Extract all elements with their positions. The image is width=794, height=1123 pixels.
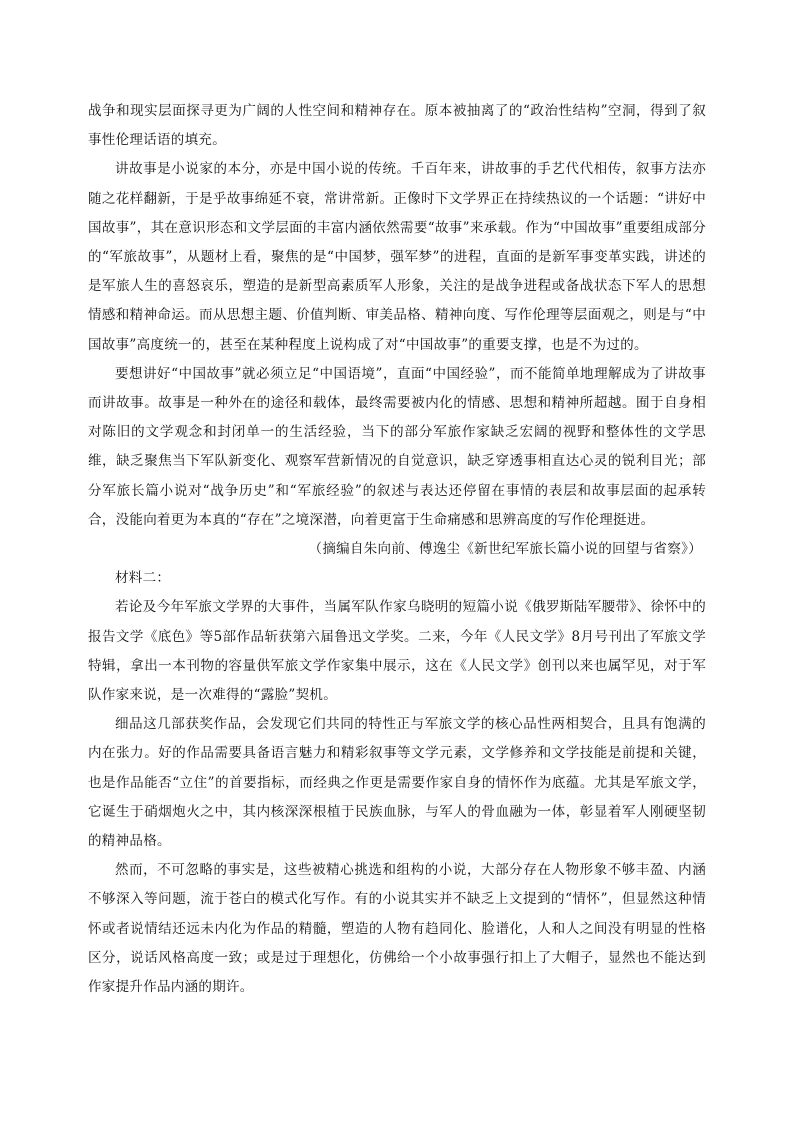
document-body (88, 97, 706, 1002)
citation: （摘编自朱向前、傅逸尘《新世纪军旅长篇小说的回望与省察》） (308, 541, 702, 558)
paragraph-6: 然而，不可忽略的事实是，这些被精心挑选和组构的小说，大部分存在人物形象不够丰盈、内涵不够深入等问题，流于苍白的模式化写作。有的小说其实并不缺乏上文提到的“情怀”，但显然这种情怀或者说情结还远未内化为作品的精髓，塑造的人物有趋同化、脸谱化，人和人之间没有明显的性格区分，说话风格高度一致；或是过于理想化，仿佛给一个小故事强行扣上了大帽子，显然也不能达到作家提升作品内涵的期许。 (88, 862, 706, 996)
paragraph-2: 讲故事是小说家的本分，亦是中国小说的传统。千百年来，讲故事的手艺代代相传，叙事方法亦随之花样翻新，于是乎故事绵延不衰，常讲常新。正像时下文学界正在持续热议的一个话题：“讲好中国故事”，其在意识形态和文学层面的丰富内涵依然需要“故事”来承载。作为“中国故事”重要组成部分的“军旅故事”，从题材上看，聚焦的是“中国梦，强军梦”的进程，直面的是新军事变革实践，讲述的是军旅人生的喜怒哀乐，塑造的是新型高素质军人形象，关注的是战争进程或备战状态下军人的思想情感和精神命运。而从思想主题、价值判断、审美品格、精神向度、写作伦理等层面观之，则是与“中国故事”高度统一的，甚至在某种程度上说构成了对“中国故事”的重要支撑，也是不为过的。 (88, 161, 706, 353)
material-label: 材料二： (115, 570, 171, 587)
paragraph-4: 若论及今年军旅文学界的大事件，当属军队作家乌晓明的短篇小说《俄罗斯陆军腰带》、徐怀中的报告文学《底色》等5部作品斩获第六届鲁迅文学奖。二来，今年《人民文学》8月号刊出了军旅文学特辑，拿出一本刊物的容量供军旅文学作家集中展示，这在《人民文学》创刊以来也属罕见，对于军队作家来说，是一次难得的“露脸”契机。 (88, 599, 706, 704)
paragraph-1: 战争和现实层面探寻更为广阔的人性空间和精神存在。原本被抽离了的“政治性结构”空洞，得到了叙事性伦理话语的填充。 (88, 103, 706, 149)
paragraph-3: 要想讲好“中国故事”就必须立足“中国语境”，直面“中国经验”，而不能简单地理解成为了讲故事而讲故事。故事是一种外在的途径和载体，最终需要被内化的情感、思想和精神所超越。囿于自身相对陈旧的文学观念和封闭单一的生活经验，当下的部分军旅作家缺乏宏阔的视野和整体性的文学思维，缺乏聚焦当下军队新变化、观察军营新情况的自觉意识，缺乏穿透事相直达心灵的锐利目光；部分军旅长篇小说对“战争历史”和“军旅经验”的叙述与表达还停留在事情的表层和故事层面的起承转合，没能向着更为本真的“存在”之境深潜，向着更富于生命痛感和思辨高度的写作伦理挺进。 (88, 365, 706, 528)
paragraph-5: 细品这几部获奖作品，会发现它们共同的特性正与军旅文学的核心品性两相契合，且具有饱满的内在张力。好的作品需要具备语言魅力和精彩叙事等文学元素，文学修养和文学技能是前提和关键，也是作品能否“立住”的首要指标，而经典之作更是需要作家自身的情怀作为底蕴。尤其是军旅文学，它诞生于硝烟炮火之中，其内核深深根植于民族血脉，与军人的骨血融为一体，彰显着军人刚硬坚韧的精神品格。 (88, 716, 706, 850)
